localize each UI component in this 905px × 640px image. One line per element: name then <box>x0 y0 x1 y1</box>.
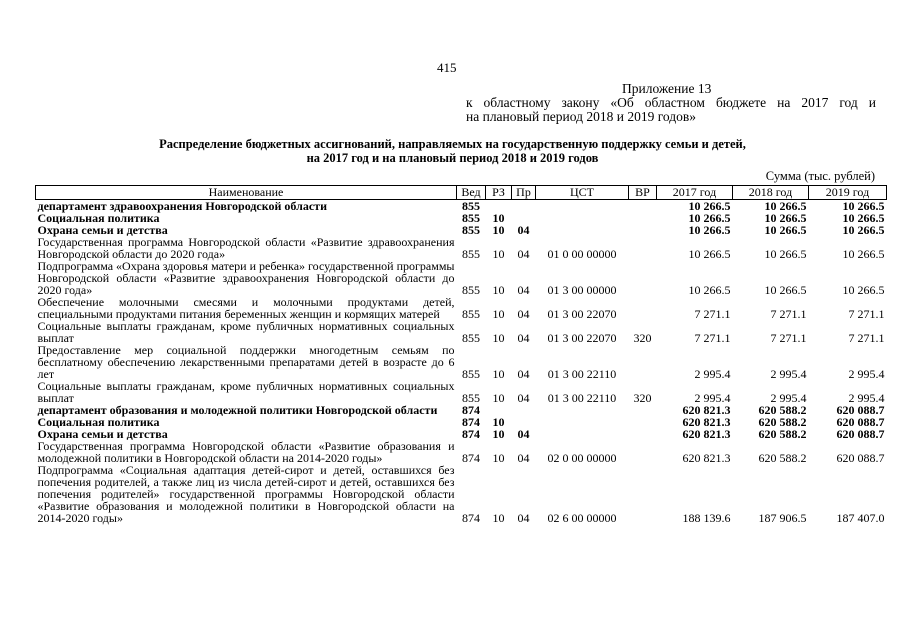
cell-vr <box>629 344 657 380</box>
cell-rz: 10 <box>492 211 505 225</box>
table-row <box>36 320 887 344</box>
cell-rz: 10 <box>492 307 505 321</box>
header-vr: ВР <box>629 186 657 200</box>
cell-vr <box>629 212 657 224</box>
cell-name: Государственная программа Новгородской области «Развитие здравоохранения Новгородской области до 2020 года» <box>37 235 455 261</box>
cell-pr: 04 <box>517 307 530 321</box>
appendix-header <box>466 82 876 124</box>
cell-pr <box>512 404 536 416</box>
cell-name: Государственная программа Новгородской области «Развитие образования и молодежной политики в Новгородской области на 2014-2020 годы» <box>37 439 455 465</box>
cell-2019: 10 266.5 <box>842 247 885 261</box>
cell-2017: 10 266.5 <box>688 223 731 237</box>
cell-rz: 10 <box>492 247 505 261</box>
cell-2017: 7 271.1 <box>694 307 731 321</box>
cell-2017: 2 995.4 <box>694 367 731 381</box>
cell-2019: 7 271.1 <box>848 331 885 345</box>
cell-pr: 04 <box>517 331 530 345</box>
cell-vr <box>629 200 657 213</box>
cell-2019: 7 271.1 <box>848 307 885 321</box>
cell-2019: 10 266.5 <box>842 211 885 225</box>
cell-rz: 10 <box>492 331 505 345</box>
appendix-number: Приложение 13 <box>622 81 712 96</box>
cell-2019: 620 088.7 <box>836 427 885 441</box>
cell-2018: 10 266.5 <box>764 199 807 213</box>
header-2018: 2018 год <box>733 186 809 200</box>
cell-2019: 620 088.7 <box>836 415 885 429</box>
table-row <box>36 344 887 380</box>
cell-rz: 10 <box>492 427 505 441</box>
cell-ved: 855 <box>462 283 480 297</box>
cell-ved: 855 <box>462 199 480 213</box>
cell-2019: 187 407.0 <box>836 511 885 525</box>
cell-vr <box>629 416 657 428</box>
cell-pr <box>512 200 536 213</box>
title-line-1: Распределение бюджетных ассигнований, направляемых на государственную поддержку семьи и детей, <box>159 137 746 151</box>
cell-ved: 855 <box>462 223 480 237</box>
cell-cst: 02 0 00 00000 <box>547 451 617 465</box>
table-row <box>36 260 887 296</box>
cell-ved: 874 <box>462 403 480 417</box>
cell-vr <box>629 296 657 320</box>
cell-2019: 10 266.5 <box>842 283 885 297</box>
cell-pr: 04 <box>517 511 530 525</box>
cell-2017: 620 821.3 <box>682 403 731 417</box>
cell-2018: 10 266.5 <box>764 247 807 261</box>
cell-pr: 04 <box>517 247 530 261</box>
cell-ved: 874 <box>462 415 480 429</box>
header-name: Наименование <box>36 186 457 200</box>
cell-vr <box>629 404 657 416</box>
cell-ved: 855 <box>462 211 480 225</box>
cell-vr: 320 <box>633 391 652 405</box>
cell-name: Социальные выплаты гражданам, кроме публичных нормативных социальных выплат <box>37 319 455 345</box>
cell-2018: 2 995.4 <box>770 367 807 381</box>
cell-2018: 7 271.1 <box>770 331 807 345</box>
cell-ved: 855 <box>462 247 480 261</box>
cell-2017: 620 821.3 <box>682 427 731 441</box>
cell-ved: 874 <box>462 451 480 465</box>
cell-vr: 320 <box>633 331 652 345</box>
header-2019: 2019 год <box>809 186 887 200</box>
page-number: 415 <box>437 60 457 75</box>
cell-2019: 2 995.4 <box>848 367 885 381</box>
cell-2018: 620 588.2 <box>758 415 807 429</box>
cell-vr <box>629 236 657 260</box>
header-ved: Вед <box>457 186 486 200</box>
cell-cst: 01 3 00 22070 <box>547 331 617 345</box>
appendix-law-reference: к областному закону «Об областном бюджете на 2017 год и <box>466 95 876 110</box>
cell-2017: 10 266.5 <box>688 283 731 297</box>
cell-vr <box>629 428 657 440</box>
cell-cst <box>536 200 629 213</box>
table-row <box>36 296 887 320</box>
cell-cst <box>536 224 629 236</box>
cell-name: Социальная политика <box>37 211 160 225</box>
table-row <box>36 464 887 524</box>
cell-cst: 01 3 00 22110 <box>547 367 617 381</box>
cell-2017: 10 266.5 <box>688 247 731 261</box>
cell-ved: 855 <box>462 331 480 345</box>
header-2017: 2017 год <box>657 186 733 200</box>
cell-cst: 01 3 00 22110 <box>547 391 617 405</box>
cell-name: Подпрограмма «Социальная адаптация детей-сирот и детей, оставшихся без попечения родителей, а также лиц из числа детей-сирот и детей, оставшихся без попечения родителей» государственной программы Новгородской области «Развитие образования и молодежной политики в Новгородской области на 2014-2020 годы» <box>37 463 455 525</box>
cell-name: Предоставление мер социальной поддержки многодетным семьям по бесплатному обеспечению лекарственными препаратами детей в возрасте до 6 лет <box>37 343 455 381</box>
cell-vr <box>629 440 657 464</box>
cell-2017: 10 266.5 <box>688 211 731 225</box>
header-cst: ЦСТ <box>536 186 629 200</box>
cell-2018: 7 271.1 <box>770 307 807 321</box>
appendix-period: на плановый период 2018 и 2019 годов» <box>466 109 697 124</box>
cell-pr: 04 <box>517 367 530 381</box>
table-row <box>36 380 887 404</box>
cell-2017: 7 271.1 <box>694 331 731 345</box>
budget-table <box>35 185 887 524</box>
cell-pr: 04 <box>517 391 530 405</box>
cell-vr <box>629 224 657 236</box>
cell-2017: 10 266.5 <box>688 199 731 213</box>
cell-vr <box>629 464 657 524</box>
cell-2018: 620 588.2 <box>758 427 807 441</box>
cell-ved: 874 <box>462 511 480 525</box>
cell-rz: 10 <box>492 283 505 297</box>
cell-name: Охрана семьи и детства <box>37 427 168 441</box>
cell-2017: 188 139.6 <box>682 511 731 525</box>
cell-2019: 620 088.7 <box>836 403 885 417</box>
cell-cst: 01 3 00 00000 <box>547 283 617 297</box>
table-header-row <box>36 186 887 200</box>
document-title <box>30 137 875 165</box>
cell-cst <box>536 404 629 416</box>
cell-pr: 04 <box>517 451 530 465</box>
cell-name: департамент здравоохранения Новгородской области <box>37 199 327 213</box>
cell-2019: 620 088.7 <box>836 451 885 465</box>
cell-ved: 855 <box>462 307 480 321</box>
cell-cst <box>536 212 629 224</box>
cell-rz: 10 <box>492 415 505 429</box>
cell-vr <box>629 260 657 296</box>
cell-2017: 620 821.3 <box>682 451 731 465</box>
cell-ved: 855 <box>462 367 480 381</box>
cell-2018: 10 266.5 <box>764 223 807 237</box>
cell-2018: 620 588.2 <box>758 451 807 465</box>
cell-cst: 01 3 00 22070 <box>547 307 617 321</box>
cell-2018: 187 906.5 <box>758 511 807 525</box>
header-pr: Пр <box>512 186 536 200</box>
cell-cst <box>536 428 629 440</box>
cell-2019: 2 995.4 <box>848 391 885 405</box>
cell-ved: 855 <box>462 391 480 405</box>
cell-2019: 10 266.5 <box>842 223 885 237</box>
cell-rz: 10 <box>492 391 505 405</box>
cell-rz: 10 <box>492 511 505 525</box>
cell-pr: 04 <box>517 283 530 297</box>
units-label: Сумма (тыс. рублей) <box>765 169 875 183</box>
cell-2017: 2 995.4 <box>694 391 731 405</box>
cell-rz: 10 <box>492 367 505 381</box>
cell-name: Социальные выплаты гражданам, кроме публичных нормативных социальных выплат <box>37 379 455 405</box>
cell-2018: 2 995.4 <box>770 391 807 405</box>
cell-rz: 10 <box>492 451 505 465</box>
table-row <box>36 200 887 213</box>
cell-name: Обеспечение молочными смесями и молочными продуктами детей, специальными продуктами питания беременных женщин и кормящих матерей <box>37 295 455 321</box>
cell-name: Подпрограмма «Охрана здоровья матери и ребенка» государственной программы Новгородской области «Развитие здравоохранения Новгородской области до 2020 года» <box>37 259 455 297</box>
cell-2018: 10 266.5 <box>764 283 807 297</box>
cell-2019: 10 266.5 <box>842 199 885 213</box>
cell-cst <box>536 416 629 428</box>
cell-pr: 04 <box>517 427 530 441</box>
cell-2017: 620 821.3 <box>682 415 731 429</box>
cell-name: департамент образования и молодежной политики Новгородской области <box>37 403 438 417</box>
cell-2018: 10 266.5 <box>764 211 807 225</box>
table-row <box>36 236 887 260</box>
cell-cst: 01 0 00 00000 <box>547 247 617 261</box>
cell-name: Социальная политика <box>37 415 160 429</box>
cell-cst: 02 6 00 00000 <box>547 511 617 525</box>
header-rz: РЗ <box>486 186 512 200</box>
cell-pr: 04 <box>517 223 530 237</box>
cell-ved: 874 <box>462 427 480 441</box>
cell-rz: 10 <box>492 223 505 237</box>
title-line-2: на 2017 год и на плановый период 2018 и 2019 годов <box>306 151 599 165</box>
cell-name: Охрана семьи и детства <box>37 223 168 237</box>
cell-2018: 620 588.2 <box>758 403 807 417</box>
table-row <box>36 440 887 464</box>
